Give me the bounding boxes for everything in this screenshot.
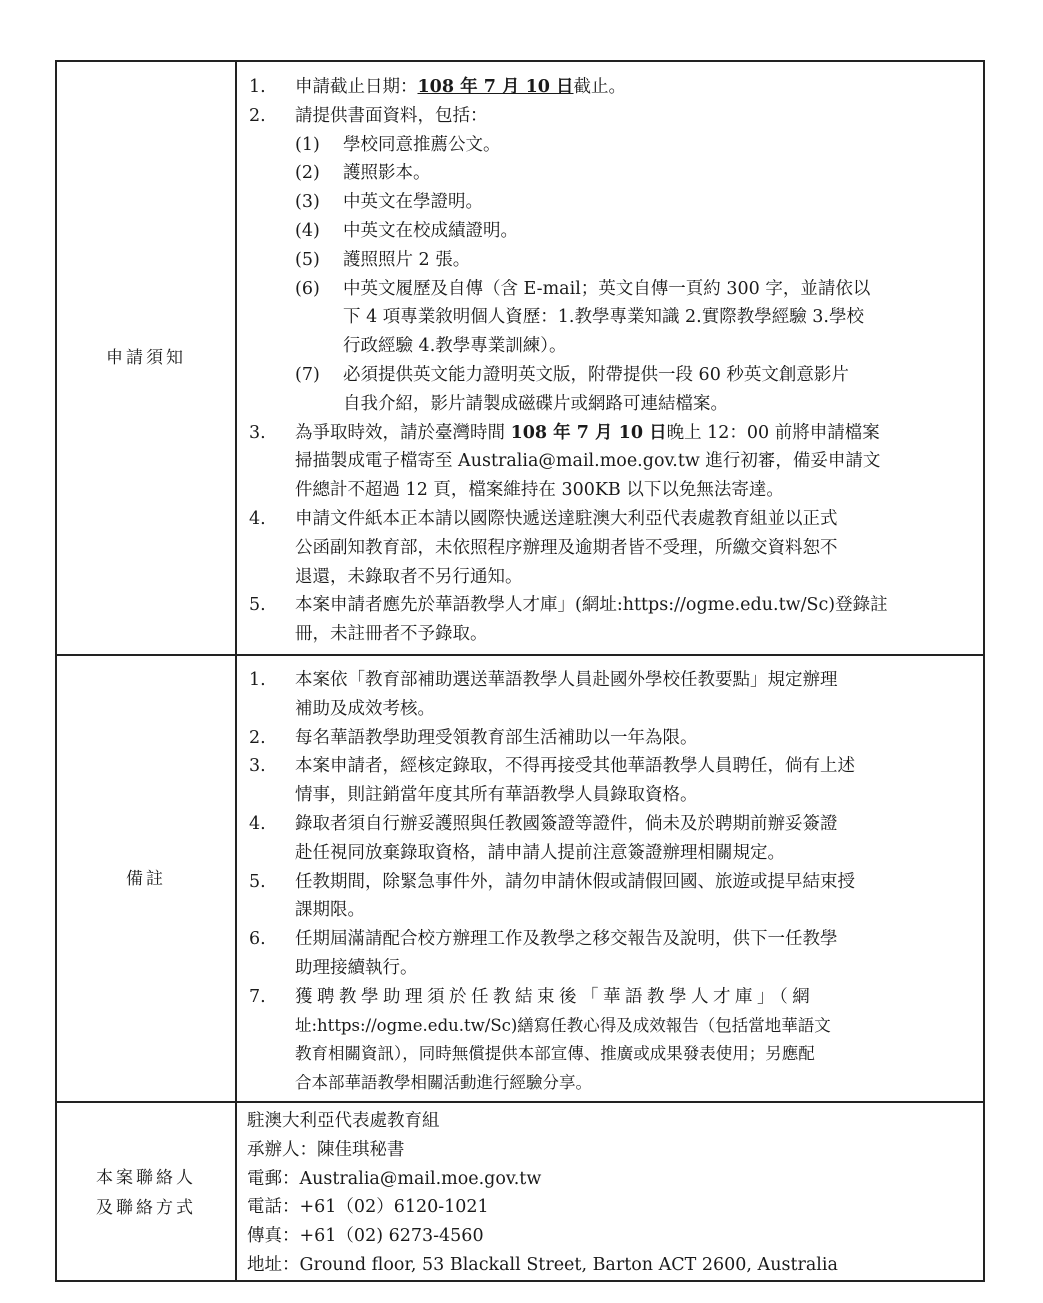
item-line: 合本部華語教學相關活動進行經驗分享。 bbox=[295, 1073, 592, 1093]
item-line: 赴任視同放棄錄取資格，請申請人提前注意簽證辦理相關規定。 bbox=[295, 842, 785, 863]
list-item bbox=[249, 591, 973, 649]
label-contact-line: 及聯絡方式 bbox=[96, 1197, 196, 1218]
item-line: 公函副知教育部，未依照程序辦理及逾期者皆不受理，所繳交資料恕不 bbox=[295, 537, 838, 558]
item-text: 為爭取時效，請於臺灣時間 bbox=[295, 422, 511, 443]
item-text: 申請截止日期： bbox=[295, 77, 418, 97]
sub-item-number: (2) bbox=[295, 163, 320, 184]
sub-item bbox=[295, 246, 973, 275]
sub-item-line: 行政經驗 4.教學專業訓練）。 bbox=[343, 336, 567, 357]
label-contact-line: 本案聯絡人 bbox=[96, 1167, 196, 1188]
item-line: 補助及成效考核。 bbox=[295, 698, 435, 719]
item-line: 掃描製成電子檔寄至 Australia@mail.moe.gov.tw 進行初審，備妥申請文 bbox=[295, 451, 881, 472]
item-number: 3. bbox=[249, 422, 266, 443]
sub-item-text: 護照影本。 bbox=[343, 163, 431, 184]
sub-item-line: 中英文履歷及自傳（含 E-mail；英文自傳一頁約 300 字，並請依以 bbox=[343, 278, 871, 299]
list-item bbox=[249, 868, 973, 926]
contact-fax: 傳真：+61（02) 6273-4560 bbox=[247, 1226, 484, 1247]
item-line: 申請文件紙本正本請以國際快遞送達駐澳大利亞代表處教育組並以正式 bbox=[295, 508, 838, 529]
info-table bbox=[55, 60, 985, 1282]
row-application-notes bbox=[57, 62, 983, 656]
list-item bbox=[249, 810, 973, 868]
sub-item bbox=[295, 131, 973, 160]
sub-item-number: (1) bbox=[295, 134, 320, 155]
row-label bbox=[57, 62, 237, 654]
item-line: 每名華語教學助理受領教育部生活補助以一年為限。 bbox=[295, 727, 698, 748]
contact-person: 承辦人：陳佳琪秘書 bbox=[247, 1139, 405, 1160]
sub-item-text: 中英文在校成績證明。 bbox=[343, 220, 518, 241]
label-application-notes: 申請須知 bbox=[106, 348, 186, 368]
list-item bbox=[249, 419, 973, 505]
sub-list bbox=[249, 131, 973, 419]
sub-item-number: (7) bbox=[295, 364, 320, 385]
application-notes-content bbox=[237, 62, 983, 654]
list-item bbox=[249, 983, 973, 1098]
contact-content bbox=[237, 1103, 983, 1282]
sub-item-text: 學校同意推薦公文。 bbox=[343, 134, 501, 155]
contact-organization: 駐澳大利亞代表處教育組 bbox=[247, 1111, 440, 1131]
item-line: 錄取者須自行辦妥護照與任教國簽證等證件，倘未及於聘期前辦妥簽證 bbox=[295, 813, 838, 834]
item-line: 助理接續執行。 bbox=[295, 957, 418, 978]
item-line: 本案依「教育部補助選送華語教學人員赴國外學校任教要點」規定辦理 bbox=[295, 670, 838, 690]
sub-item-line: 下 4 項專業敘明個人資歷：1.教學專業知識 2.實際教學經驗 3.學校 bbox=[343, 307, 864, 328]
item-number: 5. bbox=[249, 595, 266, 616]
item-line: 址:https://ogme.edu.tw/Sc)繕寫任教心得及成效報告（包括當地華語文 bbox=[295, 1015, 831, 1035]
list-item bbox=[249, 666, 973, 724]
item-line: 獲聘教學助理須於任教結束後「華語教學人才庫」（網 bbox=[295, 986, 815, 1007]
item-line: 冊，未註冊者不予錄取。 bbox=[295, 624, 488, 645]
item-line: 情事，則註銷當年度其所有華語教學人員錄取資格。 bbox=[295, 785, 698, 806]
item-number: 2. bbox=[249, 105, 266, 126]
sub-item-number: (6) bbox=[295, 278, 320, 299]
item-number: 7. bbox=[249, 986, 266, 1007]
item-number: 1. bbox=[249, 77, 266, 97]
item-line: 教育相關資訊），同時無償提供本部宣傳、推廣或成果發表使用；另應配 bbox=[295, 1044, 815, 1064]
sub-item-number: (4) bbox=[295, 220, 320, 241]
item-number: 4. bbox=[249, 813, 266, 834]
sub-item bbox=[295, 275, 973, 361]
sub-item-line: 必須提供英文能力證明英文版，附帶提供一段 60 秒英文創意影片 bbox=[343, 364, 849, 385]
sub-item-line: 自我介紹，影片請製成磁碟片或網路可連結檔案。 bbox=[343, 393, 728, 414]
item-line: 本案申請者應先於華語教學人才庫」(網址:https://ogme.edu.tw/Sc)登錄註 bbox=[295, 595, 888, 616]
item-line: 件總計不超過 12 頁，檔案維持在 300KB 以下以免無法寄達。 bbox=[295, 480, 784, 501]
sub-item-text: 護照照片 2 張。 bbox=[343, 249, 471, 270]
list-item bbox=[249, 925, 973, 983]
list-item bbox=[249, 102, 973, 131]
sub-item bbox=[295, 188, 973, 217]
row-label bbox=[57, 1103, 237, 1282]
deadline-date: 108 年 7 月 10 日 bbox=[417, 77, 574, 97]
item-line: 任教期間，除緊急事件外，請勿申請休假或請假回國、旅遊或提早結束授 bbox=[295, 871, 855, 892]
item-number: 3. bbox=[249, 756, 266, 777]
contact-address: 地址：Ground floor, 53 Blackall Street, Barton ACT 2600, Australia bbox=[247, 1254, 838, 1275]
item-text: 請提供書面資料，包括： bbox=[295, 105, 488, 126]
item-number: 6. bbox=[249, 929, 266, 950]
list-item bbox=[249, 505, 973, 591]
sub-item bbox=[295, 217, 973, 246]
sub-item-number: (3) bbox=[295, 192, 320, 213]
row-contact bbox=[57, 1103, 983, 1282]
item-number: 1. bbox=[249, 670, 266, 690]
row-remarks bbox=[57, 656, 983, 1103]
contact-phone: 電話：+61（02）6120-1021 bbox=[247, 1197, 489, 1218]
item-line: 本案申請者，經核定錄取，不得再接受其他華語教學人員聘任，倘有上述 bbox=[295, 756, 855, 777]
list-item bbox=[249, 73, 973, 102]
item-text: 截止。 bbox=[573, 77, 627, 97]
list-item bbox=[249, 752, 973, 810]
item-number: 2. bbox=[249, 727, 266, 748]
sub-item bbox=[295, 159, 973, 188]
list-item bbox=[249, 724, 973, 753]
remarks-content bbox=[237, 656, 983, 1101]
item-line: 課期限。 bbox=[295, 900, 365, 921]
item-text: 晚上 12：00 前將申請檔案 bbox=[666, 422, 880, 443]
deadline-date: 108 年 7 月 10 日 bbox=[510, 422, 667, 443]
sub-item-number: (5) bbox=[295, 249, 320, 270]
label-remarks: 備註 bbox=[126, 868, 166, 889]
contact-email[interactable]: 電郵：Australia@mail.moe.gov.tw bbox=[247, 1168, 542, 1189]
sub-item bbox=[295, 361, 973, 419]
sub-item-text: 中英文在學證明。 bbox=[343, 192, 483, 213]
item-number: 4. bbox=[249, 508, 266, 529]
item-number: 5. bbox=[249, 871, 266, 892]
row-label bbox=[57, 656, 237, 1101]
item-line: 退還，未錄取者不另行通知。 bbox=[295, 566, 523, 587]
item-line: 任期屆滿請配合校方辦理工作及教學之移交報告及說明，供下一任教學 bbox=[295, 929, 838, 950]
